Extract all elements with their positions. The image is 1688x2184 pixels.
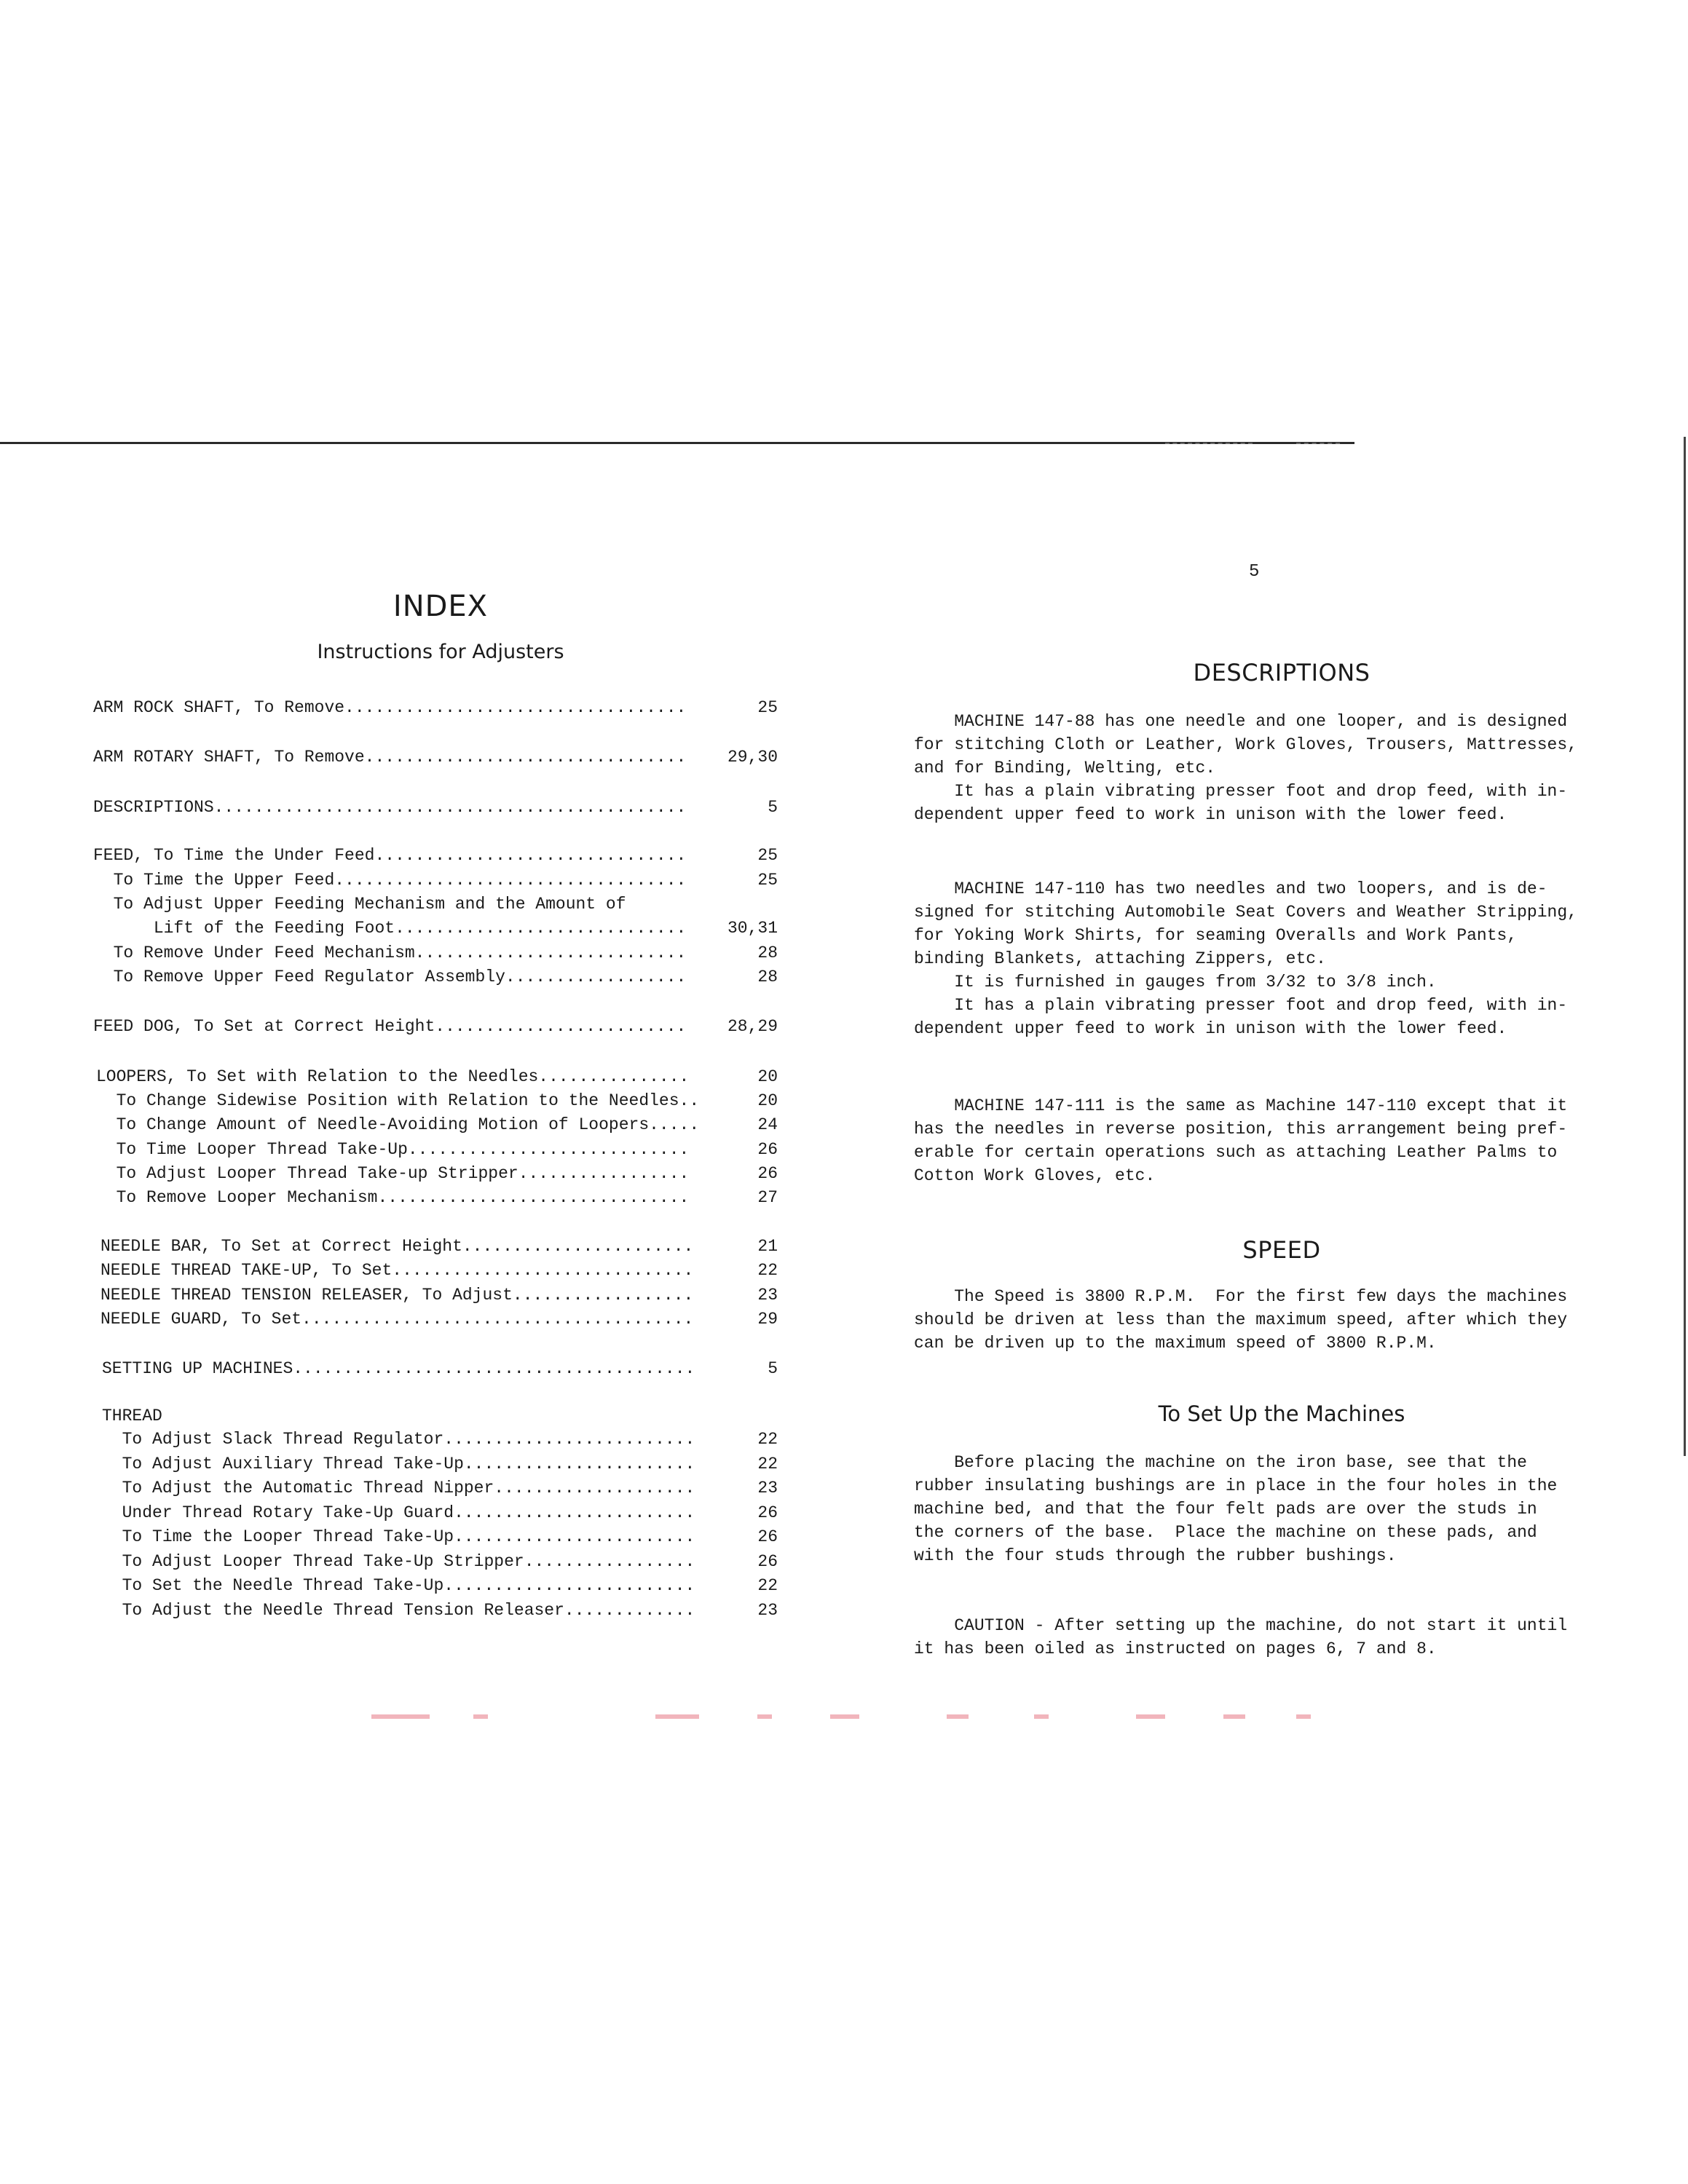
index-entry-page: 26 [757,1503,778,1522]
text-line: for stitching Cloth or Leather, Work Gloves, Trousers, Mattresses, [914,735,1577,754]
text-line: MACHINE 147-88 has one needle and one looper, and is designed [914,712,1568,731]
text-line: erable for certain operations such as attaching Leather Palms to [914,1143,1558,1162]
index-entry-label: FEED DOG, To Set at Correct Height......................... [93,1017,687,1036]
index-entry-label: To Remove Under Feed Mechanism........................... [93,943,687,962]
index-entry-label: To Change Sidewise Position with Relation to the Needles.. [96,1091,700,1110]
index-entry-page: 28,29 [727,1017,778,1036]
scan-mark [1223,1714,1245,1719]
index-entry-label: ARM ROTARY SHAFT, To Remove................................ [93,748,687,767]
index-entry-page: 23 [757,1601,778,1620]
text-line: for Yoking Work Shirts, for seaming Overalls and Work Pants, [914,926,1518,945]
text-line: binding Blankets, attaching Zippers, etc. [914,949,1326,968]
index-entry-page: 29 [757,1310,778,1329]
index-entry-page: 22 [757,1576,778,1595]
index-entry-label: NEEDLE THREAD TENSION RELEASER, To Adjust.................. [100,1286,694,1305]
text-line: signed for stitching Automobile Seat Covers and Weather Stripping, [914,903,1577,922]
index-entry-page: 30,31 [727,919,778,938]
index-entry-page: 25 [757,698,778,717]
index-entry-page: 25 [757,871,778,890]
index-entry-page: 22 [757,1261,778,1280]
index-entry-page: 20 [757,1091,778,1110]
text-line: machine bed, and that the four felt pads are over the studs in [914,1500,1537,1519]
index-entry-label: To Adjust Upper Feeding Mechanism and the Amount of [93,895,626,914]
text-line: MACHINE 147-111 is the same as Machine 147-110 except that it [914,1096,1568,1115]
index-entry-page: 20 [757,1067,778,1086]
text-line: MACHINE 147-110 has two needles and two loopers, and is de- [914,879,1547,898]
text-line: with the four studs through the rubber bushings. [914,1546,1397,1565]
index-entry-page: 22 [757,1430,778,1449]
text-line: The Speed is 3800 R.P.M. For the first few days the machines [914,1287,1568,1306]
index-entry-label: NEEDLE THREAD TAKE-UP, To Set.............................. [100,1261,694,1280]
index-entry-label: DESCRIPTIONS............................................... [93,798,687,817]
index-entry-label: THREAD [102,1406,162,1425]
scan-mark [473,1714,488,1719]
index-entry-page: 23 [757,1286,778,1305]
index-entry-label: SETTING UP MACHINES........................................ [102,1359,695,1378]
index-entry-label: To Remove Upper Feed Regulator Assembly.................. [93,968,687,986]
scan-mark [655,1714,699,1719]
index-entry-page: 23 [757,1479,778,1497]
index-title: INDEX [393,590,489,623]
index-entry-label: LOOPERS, To Set with Relation to the Needles............... [96,1067,690,1086]
index-entry-label: To Change Amount of Needle-Avoiding Motion of Loopers..... [96,1115,700,1134]
scan-mark [1136,1714,1165,1719]
text-line: CAUTION - After setting up the machine, do not start it until [914,1616,1568,1635]
index-entry-label: To Time the Upper Feed................................... [93,871,687,890]
index-entry-label: To Adjust Auxiliary Thread Take-Up....................... [102,1455,695,1473]
index-entry-label: Lift of the Feeding Foot............................. [93,919,687,938]
index-entry-label: To Time Looper Thread Take-Up............................ [96,1140,690,1159]
index-entry-page: 29,30 [727,748,778,767]
text-line: has the needles in reverse position, this arrangement being pref- [914,1120,1568,1139]
page-edge [1684,437,1686,1456]
index-entry-page: 26 [757,1552,778,1571]
index-entry-label: To Adjust the Automatic Thread Nipper.................... [102,1479,695,1497]
index-entry-label: To Adjust Looper Thread Take-up Stripper................. [96,1164,690,1183]
rule-fragment [1165,443,1253,444]
scan-mark [947,1714,969,1719]
text-line: Cotton Work Gloves, etc. [914,1166,1156,1185]
index-entry-label: Under Thread Rotary Take-Up Guard........................ [102,1503,695,1522]
index-entry-page: 26 [757,1527,778,1546]
index-entry-label: To Remove Looper Mechanism............................... [96,1188,690,1207]
setup-heading: To Set Up the Machines [1158,1401,1405,1426]
index-entry-page: 5 [768,1359,778,1378]
text-line: can be driven up to the maximum speed of 3800 R.P.M. [914,1334,1437,1353]
text-line: rubber insulating bushings are in place in the four holes in the [914,1476,1558,1495]
scan-mark [830,1714,859,1719]
scan-mark [371,1714,430,1719]
rule-fragment [1296,443,1340,444]
index-entry-page: 22 [757,1455,778,1473]
text-line: dependent upper feed to work in unison with the lower feed. [914,1019,1507,1038]
index-entry-label: To Set the Needle Thread Take-Up......................... [102,1576,695,1595]
text-line: the corners of the base. Place the machine on these pads, and [914,1523,1537,1542]
index-entry-label: To Adjust the Needle Thread Tension Releaser............. [102,1601,695,1620]
index-entry-page: 27 [757,1188,778,1207]
index-entry-page: 26 [757,1164,778,1183]
scan-mark [1034,1714,1049,1719]
scan-mark [757,1714,772,1719]
index-entry-label: ARM ROCK SHAFT, To Remove.................................. [93,698,687,717]
index-entry-page: 21 [757,1237,778,1256]
index-entry-label: NEEDLE BAR, To Set at Correct Height....................... [100,1237,694,1256]
text-line: It has a plain vibrating presser foot and drop feed, with in- [914,782,1568,801]
index-entry-label: To Time the Looper Thread Take-Up........................ [102,1527,695,1546]
text-line: should be driven at less than the maximum speed, after which they [914,1310,1568,1329]
text-line: and for Binding, Welting, etc. [914,759,1216,778]
descriptions-heading: DESCRIPTIONS [1193,659,1370,687]
text-line: Before placing the machine on the iron base, see that the [914,1453,1527,1472]
text-line: It is furnished in gauges from 3/32 to 3/8 inch. [914,973,1437,992]
index-entry-page: 28 [757,943,778,962]
index-entry-page: 28 [757,968,778,986]
page-number: 5 [1249,562,1260,582]
index-entry-label: FEED, To Time the Under Feed............................... [93,846,687,865]
index-entry-label: NEEDLE GUARD, To Set....................................... [100,1310,694,1329]
text-line: it has been oiled as instructed on pages 6, 7 and 8. [914,1639,1437,1658]
text-line: dependent upper feed to work in unison with the lower feed. [914,805,1507,824]
index-subtitle: Instructions for Adjusters [317,641,564,663]
text-line: It has a plain vibrating presser foot and drop feed, with in- [914,996,1568,1015]
index-entry-page: 25 [757,846,778,865]
speed-heading: SPEED [1242,1236,1321,1264]
index-entry-page: 26 [757,1140,778,1159]
scan-mark [1296,1714,1311,1719]
index-entry-label: To Adjust Looper Thread Take-Up Stripper................. [102,1552,695,1571]
index-entry-page: 24 [757,1115,778,1134]
index-entry-label: To Adjust Slack Thread Regulator......................... [102,1430,695,1449]
index-entry-page: 5 [768,798,778,817]
